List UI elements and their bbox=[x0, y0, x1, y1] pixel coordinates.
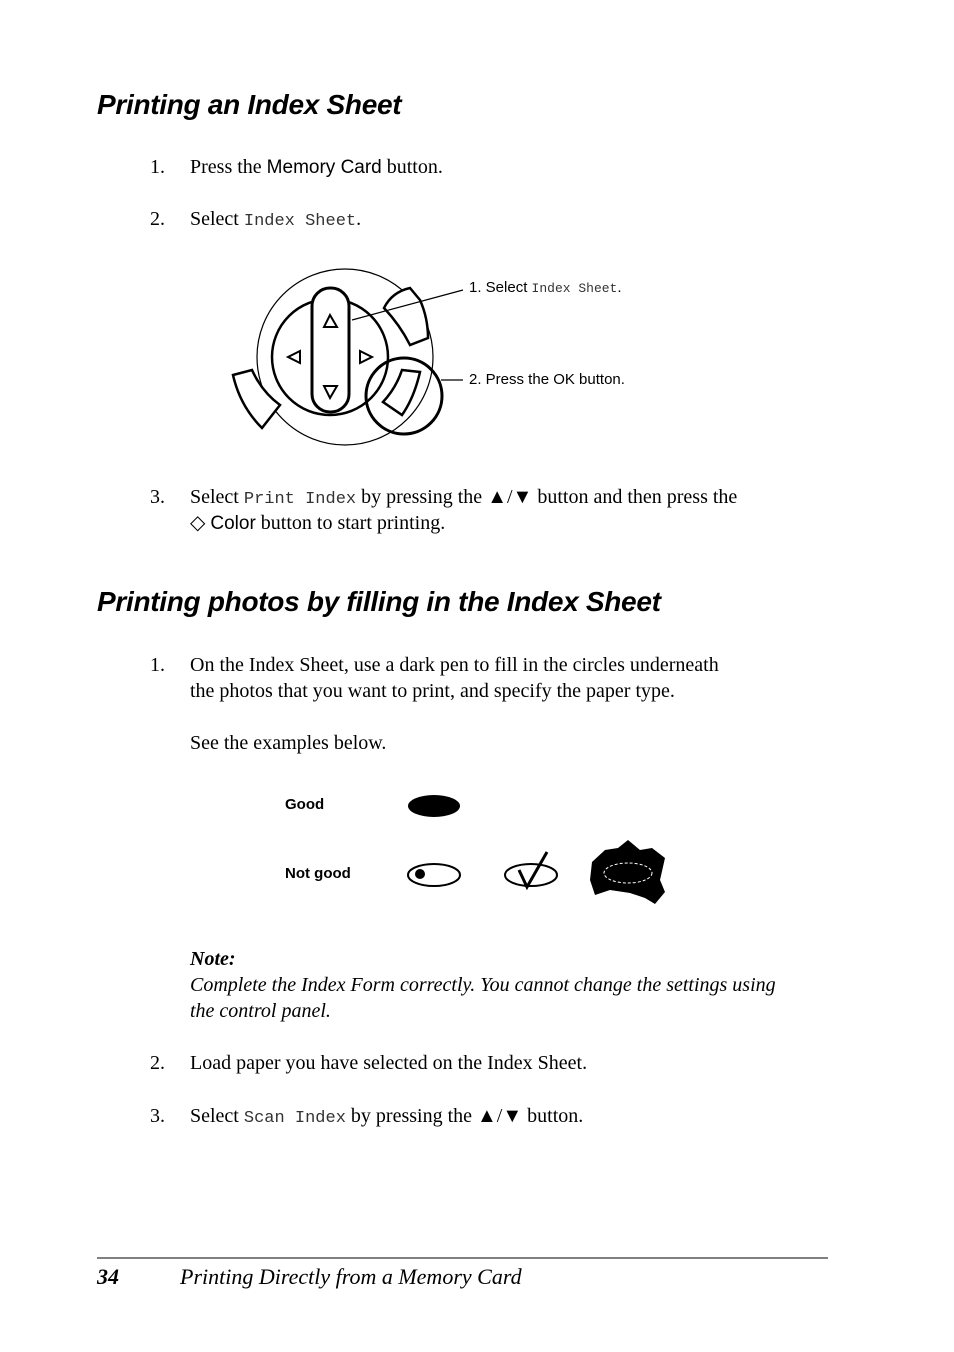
step-2-text: Load paper you have selected on the Index Sheet. bbox=[190, 1052, 588, 1074]
page-number: 34 bbox=[97, 1264, 119, 1289]
button-name: Color bbox=[210, 513, 256, 534]
footer-chapter-title: Printing Directly from a Memory Card bbox=[180, 1264, 522, 1289]
text: Select bbox=[190, 208, 244, 230]
upper-right-button bbox=[384, 288, 428, 345]
lcd-text: Index Sheet bbox=[243, 212, 357, 231]
step-number: 1. bbox=[150, 156, 165, 178]
note-title: Note: bbox=[190, 948, 236, 970]
button-name: Memory Card bbox=[266, 157, 382, 178]
step-number: 3. bbox=[150, 1105, 165, 1127]
diamond-icon: ◇ bbox=[190, 512, 206, 534]
text: Select bbox=[190, 1105, 244, 1127]
section-heading-filling-index-sheet: Printing photos by filling in the Index Sheet bbox=[97, 586, 661, 617]
text: Select bbox=[190, 486, 244, 508]
lcd-text: Print Index bbox=[243, 490, 357, 509]
partial-mark bbox=[415, 869, 425, 879]
checkmark-icon bbox=[519, 852, 547, 887]
ok-button bbox=[383, 370, 420, 415]
section-heading-index-sheet: Printing an Index Sheet bbox=[97, 89, 402, 120]
step-number: 1. bbox=[150, 654, 165, 676]
good-filled-circle bbox=[408, 795, 460, 817]
scribbled-circle bbox=[590, 840, 665, 904]
up-down-button bbox=[312, 288, 349, 412]
right-arrow-icon bbox=[360, 351, 372, 363]
text: 1. Select bbox=[469, 279, 532, 296]
lcd-text: Index Sheet bbox=[531, 281, 618, 296]
text: button. bbox=[381, 156, 443, 178]
step-3-text bbox=[190, 484, 737, 513]
not-good-label: Not good bbox=[285, 865, 351, 882]
step-number: 2. bbox=[150, 208, 165, 230]
text: . bbox=[617, 279, 622, 296]
step-1-line1: On the Index Sheet, use a dark pen to fill in the circles underneath bbox=[190, 654, 719, 676]
step-1-line2: the photos that you want to print, and specify the paper type. bbox=[190, 680, 675, 702]
callout-select-index-sheet bbox=[469, 279, 622, 296]
note-line2: the control panel. bbox=[190, 1000, 331, 1022]
step-number: 2. bbox=[150, 1052, 165, 1074]
text: . bbox=[356, 208, 362, 230]
step-3-text-line2 bbox=[190, 510, 445, 537]
callout-press-ok: 2. Press the OK button. bbox=[469, 371, 625, 388]
step-3-scan-text bbox=[190, 1103, 583, 1132]
step-number: 3. bbox=[150, 486, 165, 508]
left-button bbox=[233, 370, 280, 428]
lcd-text: Scan Index bbox=[243, 1109, 346, 1128]
text: Press the bbox=[190, 156, 267, 178]
see-examples: See the examples below. bbox=[190, 732, 387, 754]
good-label: Good bbox=[285, 796, 325, 813]
text: by pressing the ▲/▼ button and then press the bbox=[356, 486, 738, 508]
left-arrow-icon bbox=[288, 351, 300, 363]
text: button to start printing. bbox=[255, 512, 446, 534]
note-line1: Complete the Index Form correctly. You cannot change the settings using bbox=[190, 974, 776, 996]
text: by pressing the ▲/▼ button. bbox=[345, 1105, 584, 1127]
